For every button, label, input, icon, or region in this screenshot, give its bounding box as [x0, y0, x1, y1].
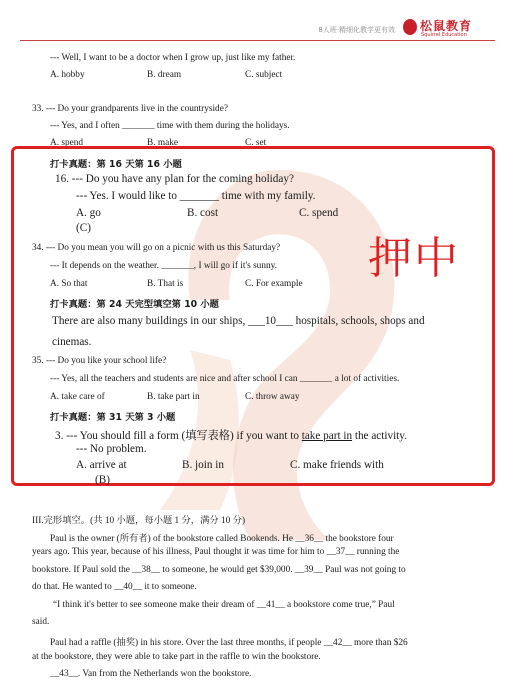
s3-question [55, 427, 407, 443]
top-option-b: B. dream [147, 70, 182, 80]
s3-question-pre: 3. --- You should fill a form (填写表格) if you want to [55, 430, 302, 442]
s1-answer: --- Yes. I would like to _______ time with my family. [76, 190, 316, 202]
s1-option-a: A. go [76, 207, 101, 219]
brand-logo [403, 17, 493, 39]
cloze-line: do that. He wanted to __40__ it to someone. [32, 582, 197, 592]
cloze-line: said. [32, 617, 50, 627]
cloze-line: bookstore. If Paul sold the __38__ to someone, he would get $39,000. __39__ Paul was not going to [32, 565, 406, 575]
cloze-line: “I think it's better to see someone make their dream of __41__ a bookstore come true,” Paul [53, 600, 395, 610]
s3-answer: --- No problem. [76, 443, 147, 455]
s3-title: 打卡真题：第 31 天第 3 小题 [50, 412, 176, 423]
brand-name: 松鼠教育 [420, 19, 473, 33]
s2-title: 打卡真题：第 24 天完型填空第 10 小题 [50, 299, 219, 310]
top-answer-line: --- Well, I want to be a doctor when I grow up, just like my father. [50, 53, 296, 63]
q35-option-a: A. take care of [50, 392, 105, 402]
s1-question: 16. --- Do you have any plan for the coming holiday? [55, 173, 294, 185]
q33-option-a: A. spend [50, 138, 84, 148]
header-tagline: 8人班·精细化教学更有效 [318, 26, 395, 34]
q34-option-a: A. So that [50, 279, 88, 289]
q35-option-b: B. take part in [147, 392, 200, 402]
q34-answer: --- It depends on the weather. _______, I will go if it's sunny. [50, 261, 277, 271]
header-divider [20, 40, 495, 41]
q34-question: 34. --- Do you mean you will go on a picnic with us this Saturday? [32, 243, 281, 253]
q35-question: 35. --- Do you like your school life? [32, 356, 167, 366]
s3-question-post: the activity. [352, 430, 407, 442]
hit-stamp: 押中 [368, 233, 460, 284]
s3-option-a: A. arrive at [76, 459, 127, 471]
q33-answer: --- Yes, and I often _______ time with them during the holidays. [50, 121, 290, 131]
s3-key: (B) [95, 474, 110, 486]
s2-line-2: cinemas. [52, 336, 92, 348]
q35-option-c: C. throw away [245, 392, 300, 402]
s1-option-c: C. spend [299, 207, 339, 219]
cloze-line: Paul had a raffle (抽奖) in his store. Over the last three months, if people __42__ more than $26 [50, 638, 408, 648]
s3-option-c: C. make friends with [290, 459, 384, 471]
q34-option-c: C. For example [245, 279, 303, 289]
q33-option-b: B. make [147, 138, 178, 148]
s3-option-b: B. join in [182, 459, 224, 471]
cloze-line: Paul is the owner (所有者) of the bookstore called Bookends. He __36__ the bookstore four [50, 534, 394, 544]
cloze-heading: III.完形填空。(共 10 小题，每小题 1 分，满分 10 分) [32, 516, 246, 526]
cloze-line: __43__. Van from the Netherlands won the bookstore. [50, 669, 252, 679]
s3-question-underlined: take part in [301, 430, 353, 442]
top-option-c: C. subject [245, 70, 283, 80]
q33-question: 33. --- Do your grandparents live in the countryside? [32, 104, 228, 114]
s1-title: 打卡真题：第 16 天第 16 小题 [50, 159, 182, 170]
cloze-line: at the bookstore, they were able to take part in the raffle to win the bookstore. [32, 652, 321, 662]
q34-option-b: B. That is [147, 279, 184, 289]
cloze-line: years ago. This year, because of his illness, Paul thought it was time for him to __37__ running the [32, 547, 400, 557]
q33-option-c: C. set [245, 138, 267, 148]
top-option-a: A. hobby [50, 70, 85, 80]
brand-sub: Squirrel Education [421, 32, 467, 38]
s1-option-b: B. cost [187, 207, 219, 219]
s1-key: (C) [76, 222, 91, 234]
s2-line-1: There are also many buildings in our ships, ___10___ hospitals, schools, shops and [52, 315, 425, 327]
q35-answer: --- Yes, all the teachers and students are nice and after school I can _______ a lot of activities. [50, 374, 400, 384]
squirrel-icon [403, 19, 417, 35]
